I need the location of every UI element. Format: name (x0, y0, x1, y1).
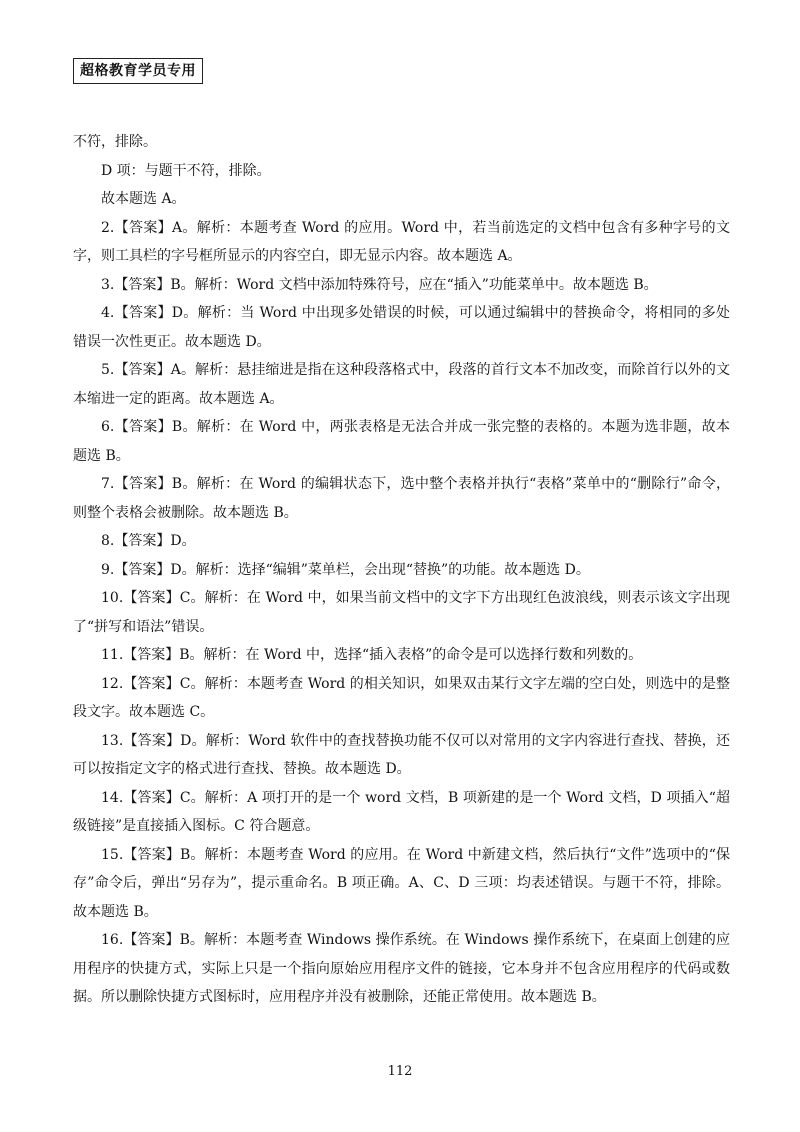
paragraph-continuation: 不符，排除。 (73, 134, 157, 150)
header-label: 超格教育学员专用 (73, 58, 203, 84)
answer-16: 16.【答案】B。解析：本题考查 Windows 操作系统。在 Windows 操作系统下，在桌面上创建的应用程序的快捷方式，实际上只是一个指向原始应用程序文件的链接，它本身并不包含应用程序的代码或数据。所以删除快捷方式图标时，应用程序并没有被删除，还能正常使用。故本题选 B。 (73, 932, 730, 1005)
answer-explanations (73, 128, 730, 1012)
answer-2: 2.【答案】A。解析：本题考查 Word 的应用。Word 中，若当前选定的文档中包含有多种字号的文字，则工具栏的字号框所显示的内容空白，即无显示内容。故本题选 A。 (73, 219, 730, 264)
answer-13: 13.【答案】D。解析：Word 软件中的查找替换功能不仅可以对常用的文字内容进行查找、替换，还可以按指定文字的格式进行查找、替换。故本题选 D。 (73, 732, 730, 777)
answer-8: 8.【答案】D。 (101, 533, 196, 549)
answer-5: 5.【答案】A。解析：悬挂缩进是指在这种段落格式中，段落的首行文本不加改变，而除首行以外的文本缩进一定的距离。故本题选 A。 (73, 362, 730, 407)
answer-14: 14.【答案】C。解析：A 项打开的是一个 word 文档，B 项新建的是一个 Word 文档，D 项插入“超级链接”是直接插入图标。C 符合题意。 (73, 789, 730, 834)
answer-12: 12.【答案】C。解析：本题考查 Word 的相关知识，如果双击某行文字左端的空白处，则选中的是整段文字。故本题选 C。 (73, 675, 730, 720)
page-number: 112 (387, 1064, 413, 1079)
answer-6: 6.【答案】B。解析：在 Word 中，两张表格是无法合并成一张完整的表格的。本题为选非题，故本题选 B。 (73, 419, 730, 464)
paragraph-option-d: D 项：与题干不符，排除。 (101, 162, 271, 179)
answer-7: 7.【答案】B。解析：在 Word 的编辑状态下，选中整个表格并执行“表格”菜单中的“删除行”命令，则整个表格会被删除。故本题选 B。 (73, 476, 730, 521)
paragraph-conclusion-1: 故本题选 A。 (101, 191, 186, 207)
answer-15: 15.【答案】B。解析：本题考查 Word 的应用。在 Word 中新建文档，然后执行“文件”选项中的“保存”命令后，弹出“另存为”，提示重命名。B 项正确。A、C、D 三项：均表述错误。与题干不符，排除。故本题选 B。 (73, 846, 730, 920)
answer-9: 9.【答案】D。解析：选择“编辑”菜单栏，会出现“替换”的功能。故本题选 D。 (101, 561, 590, 578)
answer-10: 10.【答案】C。解析：在 Word 中，如果当前文档中的文字下方出现红色波浪线，则表示该文字出现了“拼写和语法”错误。 (73, 590, 730, 635)
answer-3: 3.【答案】B。解析：Word 文档中添加特殊符号，应在“插入”功能菜单中。故本题选 B。 (101, 276, 658, 293)
answer-4: 4.【答案】D。解析：当 Word 中出现多处错误的时候，可以通过编辑中的替换命令，将相同的多处错误一次性更正。故本题选 D。 (73, 305, 730, 350)
answer-11: 11.【答案】B。解析：在 Word 中，选择“插入表格”的命令是可以选择行数和列数的。 (101, 647, 643, 663)
